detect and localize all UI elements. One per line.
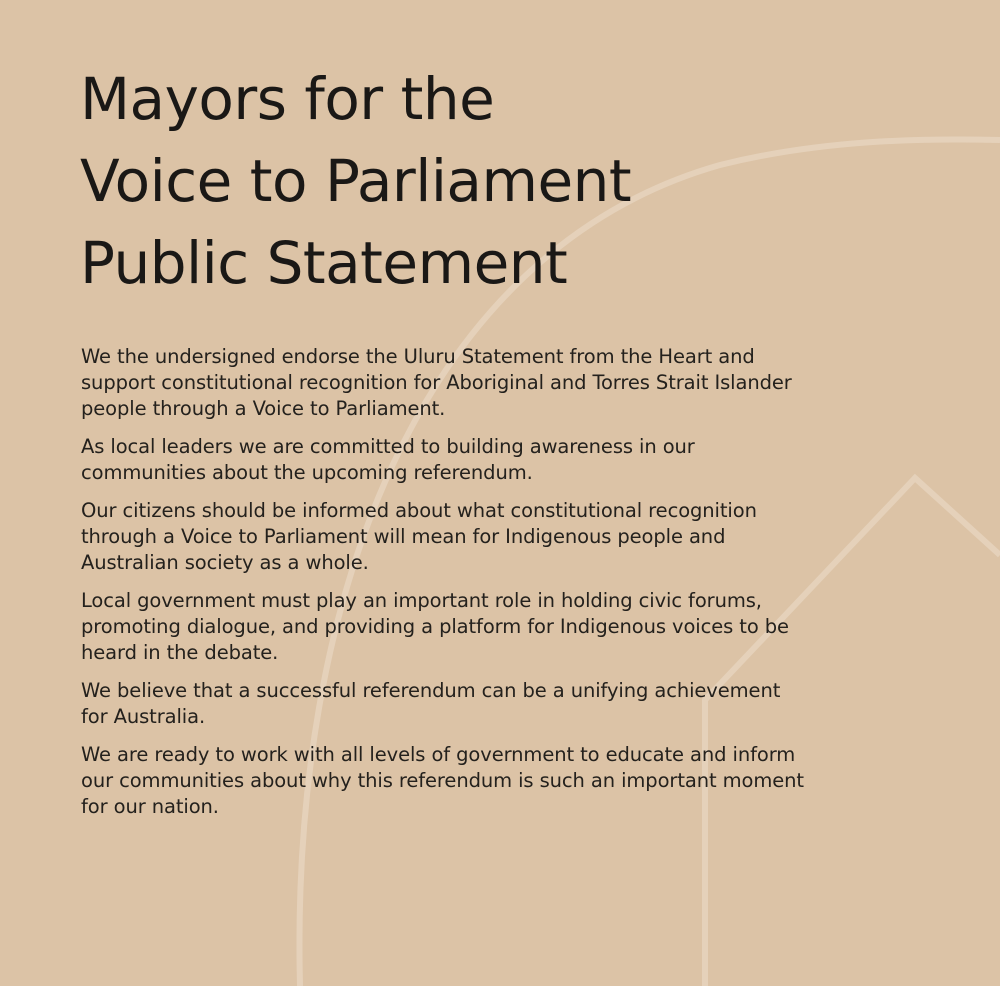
paragraph-line: our communities about why this referendum is such an important moment (81, 769, 804, 792)
paragraph-line: As local leaders we are committed to building awareness in our (81, 435, 695, 458)
paragraph-line: We the undersigned endorse the Uluru Statement from the Heart and (81, 345, 755, 368)
paragraph-line: promoting dialogue, and providing a platform for Indigenous voices to be (81, 615, 789, 638)
paragraph-line: Local government must play an important role in holding civic forums, (81, 589, 762, 612)
paragraph-local-government-role (81, 588, 941, 666)
statement-body (81, 344, 941, 832)
paragraph-unifying-achievement (81, 678, 941, 730)
paragraph-line: We believe that a successful referendum can be a unifying achievement (81, 679, 781, 702)
paragraph-line: for our nation. (81, 795, 219, 818)
paragraph-citizens-informed (81, 498, 941, 576)
paragraph-line: through a Voice to Parliament will mean for Indigenous people and (81, 525, 726, 548)
paragraph-line: people through a Voice to Parliament. (81, 397, 446, 420)
paragraph-ready-to-work (81, 742, 941, 820)
paragraph-line: heard in the debate. (81, 641, 279, 664)
paragraph-line: Australian society as a whole. (81, 551, 369, 574)
paragraph-line: for Australia. (81, 705, 206, 728)
paragraph-line: support constitutional recognition for Aboriginal and Torres Strait Islander (81, 371, 792, 394)
title-line-2: Voice to Parliament (80, 147, 632, 215)
page-title (80, 58, 631, 304)
paragraph-line: Our citizens should be informed about what constitutional recognition (81, 499, 757, 522)
paragraph-local-leaders (81, 434, 941, 486)
paragraph-endorsement (81, 344, 941, 422)
title-line-3: Public Statement (80, 229, 568, 297)
title-line-1: Mayors for the (80, 65, 495, 133)
paragraph-line: We are ready to work with all levels of government to educate and inform (81, 743, 796, 766)
paragraph-line: communities about the upcoming referendum. (81, 461, 533, 484)
